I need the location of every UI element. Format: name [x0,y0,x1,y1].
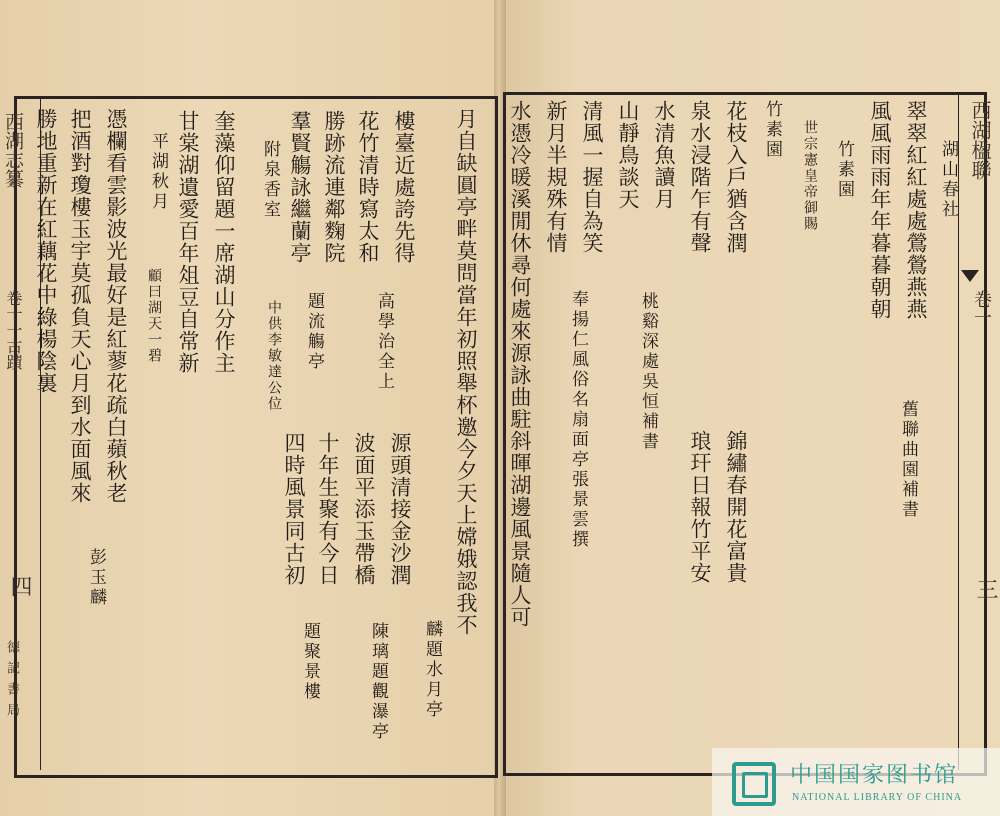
left-column-21: 憑欄看雲影波光最好是紅蓼花疏白蘋秋老 [104,108,128,504]
left-column-5: 波面平添玉帶橋 [352,432,376,586]
right-column-10: 竹素園 [762,100,782,160]
library-logo-icon [732,762,776,806]
left-column-9: 樓臺近處誇先得 [392,110,416,264]
left-column-13: 題流觴亭 [304,292,324,372]
fishtail-mark [961,270,979,282]
right-column-2: 新月半規殊有情 [544,100,568,254]
right-spine-volume: 卷一 [971,290,992,326]
left-column-16: 中供李敏達公位 [266,300,282,412]
left-column-12: 勝跡流連鄰麴院 [322,110,346,264]
right-column-3: 奉揚仁風俗名扇面亭張景雲撰 [568,290,588,550]
right-column-9: 花枝入戶猶含潤 [724,100,748,254]
left-column-14: 羣賢觴詠繼蘭亭 [288,110,312,264]
left-spine-title: 西湖志纂 [2,112,24,188]
left-spine-publisher: 德記書局 [4,640,19,724]
left-column-23: 彭玉麟 [86,548,106,608]
left-column-20: 顧曰湖天一碧 [146,268,162,364]
right-column-8: 泉水浸階乍有聲 [688,100,712,254]
left-spine-footer: 四 [7,575,32,597]
left-column-6: 十年生聚有今日 [316,432,340,586]
left-column-3: 源頭清接金沙潤 [388,432,412,586]
left-column-1: 月自缺圓亭畔莫問當年初照舉杯邀今夕天上嫦娥認我不 [454,108,478,636]
right-spine-title: 西湖楹聯 [968,100,992,180]
left-column-8: 四時風景同古初 [282,432,306,586]
left-column-11: 花竹清時寫太和 [356,110,380,264]
right-column-11: 琅玕日報竹平安 [688,430,712,584]
right-column-12: 錦繡春開花富貴 [724,430,748,584]
right-column-1: 水憑冷暖溪閒休尋何處來源詠曲駐斜暉湖邊風景隨人可 [508,100,532,628]
left-column-24: 勝地重新在紅藕花中綠楊陰裏 [34,108,58,394]
watermark-name-en: NATIONAL LIBRARY OF CHINA [792,792,963,803]
right-column-18: 湖山春社 [938,140,958,220]
right-column-16: 風風雨雨年年暮暮朝朝 [868,100,892,320]
left-column-2: 麟題水月亭 [422,620,442,720]
right-spine-footer: 三 [973,578,998,600]
right-column-6: 桃谿深處吳恒補書 [638,292,658,452]
watermark-name-cn: 中国国家图书馆 [790,763,959,788]
left-column-18: 甘棠湖遺愛百年俎豆自常新 [176,110,200,374]
left-column-15: 附泉香室 [260,140,280,220]
right-column-4: 清風一握自為笑 [580,100,604,254]
left-column-19: 平湖秋月 [148,132,168,212]
left-spine-volume: 卷十一古蹟 [4,290,23,370]
right-column-14: 竹素園 [834,140,854,200]
left-column-22: 把酒對瓊樓玉宇莫孤負天心月到水面風來 [68,108,92,504]
left-column-17: 奎藻仰留題一席湖山分作主 [212,110,236,374]
library-watermark [712,748,1000,816]
right-column-7: 水清魚讀月 [652,100,676,210]
right-column-13: 世宗憲皇帝御賜 [802,120,818,232]
left-column-4: 陳璃題觀瀑亭 [368,622,388,742]
left-column-10: 高學治全上 [374,292,394,392]
right-column-17: 翠翠紅紅處處鶯鶯燕燕 [904,100,928,320]
left-column-7: 題聚景樓 [300,622,320,702]
right-column-5: 山靜鳥談天 [616,100,640,210]
right-column-15: 舊聯曲園補書 [898,400,918,520]
